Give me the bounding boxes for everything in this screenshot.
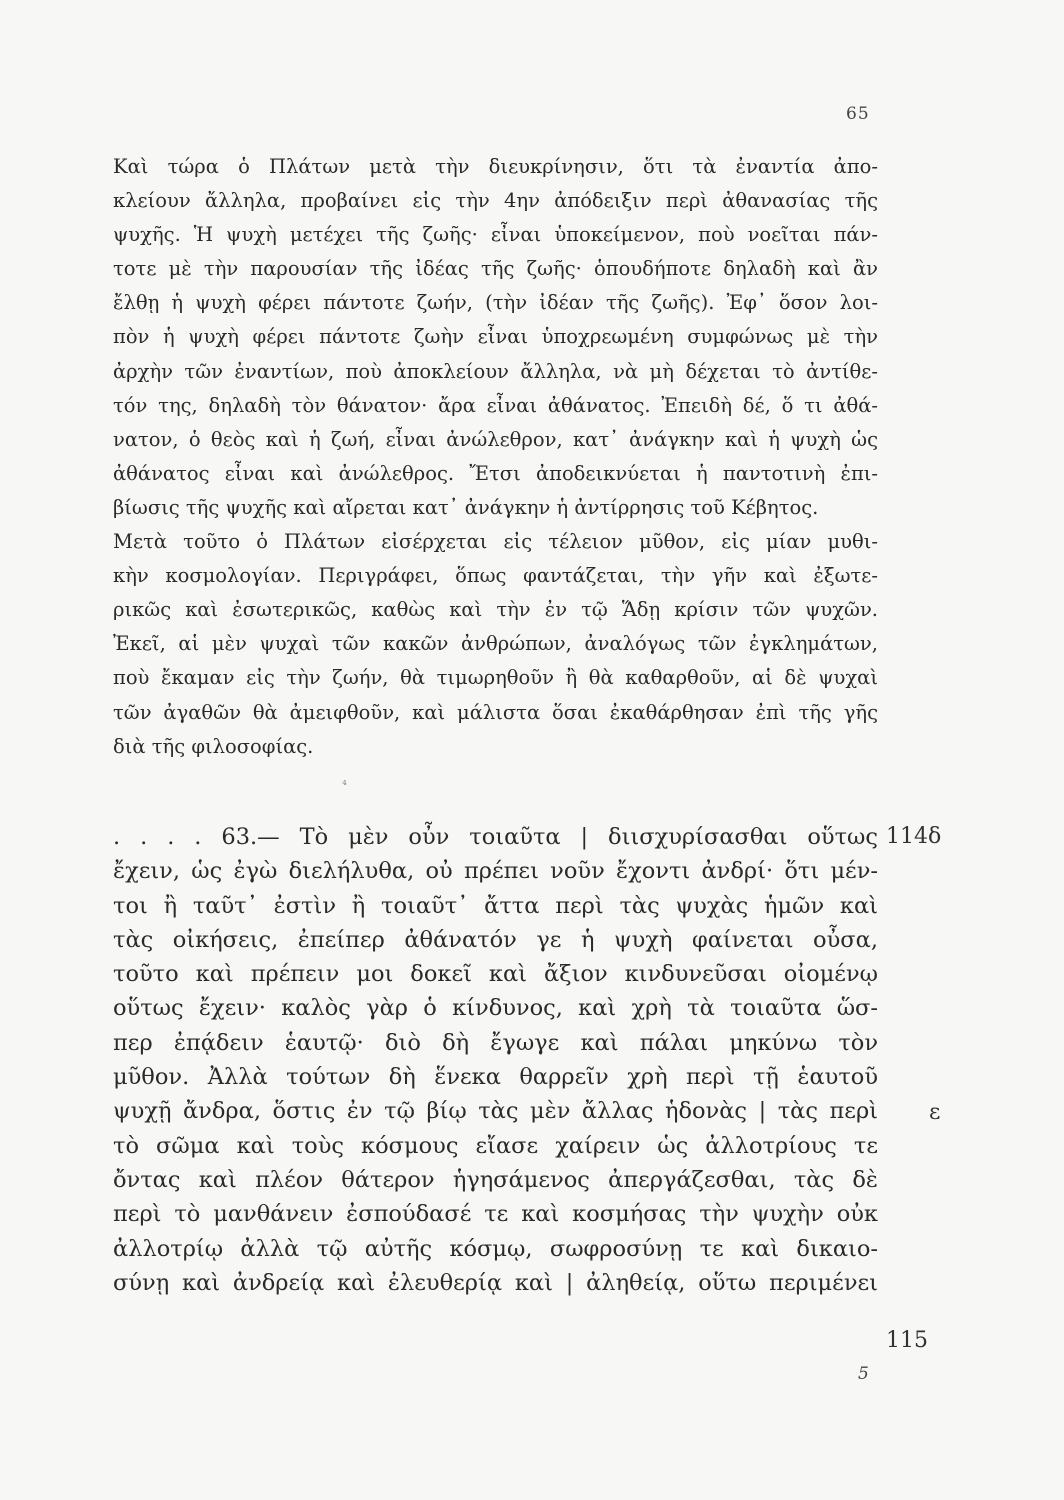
commentary-line: τοτε μὲ τὴν παρουσίαν τῆς ἰδέας τῆς ζωῆς· ὁπουδήποτε δηλαδὴ καὶ ἂν [113,257,878,281]
commentary-line: ψυχῆς. Ἡ ψυχὴ μετέχει τῆς ζωῆς· εἶναι ὑποκείμενον, ποὺ νοεῖται πάν- [113,223,878,247]
greek-passage-block [113,820,878,1300]
commentary-line: Μετὰ τοῦτο ὁ Πλάτων εἰσέρχεται εἰς τέλειον μῦθον, εἰς μίαν μυθι- [113,530,878,554]
commentary-line: Ἐκεῖ, αἱ μὲν ψυχαὶ τῶν κακῶν ἀνθρώπων, ἀναλόγως τῶν ἐγκλημάτων, [113,632,878,656]
passage-line: μῦθον. Ἀλλὰ τούτων δὴ ἕνεκα θαρρεῖν χρὴ περὶ τῇ ἑαυτοῦ [113,1064,878,1091]
passage-line: . . . . 63.— Τὸ μὲν οὖν τοιαῦτα | διισχυρίσασθαι οὕτως [113,824,878,850]
passage-line: τὰς οἰκήσεις, ἐπείπερ ἀθάνατόν γε ἡ ψυχὴ φαίνεται οὖσα, [113,926,878,953]
commentary-line: διὰ τῆς φιλοσοφίας. [113,734,314,758]
commentary-line: τόν της, δηλαδὴ τὸν θάνατον· ἄρα εἶναι ἀθάνατος. Ἐπειδὴ δέ, ὅ τι ἀθά- [113,393,878,417]
footer-number: 5 [858,1364,869,1384]
passage-line: περ ἐπᾴδειν ἑαυτῷ· διὸ δὴ ἔγωγε καὶ πάλαι μηκύνω τὸν [113,1029,878,1056]
commentary-line: κλείουν ἄλληλα, προβαίνει εἰς τὴν 4ην ἀπόδειξιν περὶ ἀθανασίας τῆς [113,189,878,213]
passage-line: ἀλλοτρίῳ ἀλλὰ τῷ αὐτῆς κόσμῳ, σωφροσύνῃ τε καὶ δικαιο- [113,1235,878,1262]
commentary-line: βίωσις τῆς ψυχῆς καὶ αἴρεται κατ᾽ ἀνάγκην ἡ ἀντίρρησις τοῦ Κέβητος. [113,495,819,519]
passage-line: ὄντας καὶ πλέον θάτερον ἡγησάμενος ἀπεργάζεσθαι, τὰς δὲ [113,1166,878,1193]
passage-line: ψυχῇ ἄνδρα, ὅστις ἐν τῷ βίῳ τὰς μὲν ἄλλας ἡδονὰς | τὰς περὶ [113,1098,878,1125]
passage-line: τὸ σῶμα καὶ τοὺς κόσμους εἴασε χαίρειν ὡς ἀλλοτρίους τε [113,1132,878,1159]
passage-line: τοι ἢ ταῦτ᾽ ἐστὶν ἢ τοιαῦτ᾽ ἄττα περὶ τὰς ψυχὰς ἡμῶν καὶ [113,892,878,919]
margin-reference: ε [929,1100,941,1125]
separator-mark: ⁴ [342,778,347,792]
passage-line: περὶ τὸ μανθάνειν ἐσπούδασέ τε καὶ κοσμήσας τὴν ψυχὴν οὐκ [113,1201,878,1228]
commentary-line: Καὶ τώρα ὁ Πλάτων μετὰ τὴν διευκρίνησιν, ὅτι τὰ ἐναντία ἀπο- [113,155,878,178]
commentary-line: ἔλθῃ ἡ ψυχὴ φέρει πάντοτε ζωήν, (τὴν ἰδέαν τῆς ζωῆς). Ἐφ᾽ ὅσον λοι- [113,291,878,315]
passage-line: οὕτως ἔχειν· καλὸς γὰρ ὁ κίνδυνος, καὶ χρὴ τὰ τοιαῦτα ὥσ- [113,995,878,1022]
page-number: 65 [846,104,870,124]
passage-line: σύνῃ καὶ ἀνδρείᾳ καὶ ἐλευθερίᾳ καὶ | ἀληθείᾳ, οὕτω περιμένει [113,1269,878,1296]
commentary-line: ἀρχὴν τῶν ἐναντίων, ποὺ ἀποκλείουν ἄλληλα, νὰ μὴ δέχεται τὸ ἀντίθε- [113,359,878,383]
margin-reference: 114δ [886,824,942,849]
commentary-line: πὸν ἡ ψυχὴ φέρει πάντοτε ζωὴν εἶναι ὑποχρεωμένη συμφώνως μὲ τὴν [113,325,878,349]
commentary-block [113,150,878,764]
margin-reference: 115 [886,1328,928,1353]
passage-line: ἔχειν, ὡς ἐγὼ διελήλυθα, οὐ πρέπει νοῦν ἔχοντι ἀνδρί· ὅτι μέν- [113,858,878,885]
commentary-line: νατον, ὁ θεὸς καὶ ἡ ζωή, εἶναι ἀνώλεθρον, κατ᾽ ἀνάγκην καὶ ἡ ψυχὴ ὡς [113,427,878,451]
commentary-line: ρικῶς καὶ ἐσωτερικῶς, καθὼς καὶ τὴν ἐν τῷ Ἅδῃ κρίσιν τῶν ψυχῶν. [113,598,878,622]
commentary-line: κὴν κοσμολογίαν. Περιγράφει, ὅπως φαντάζεται, τὴν γῆν καὶ ἐξωτε- [113,564,878,588]
commentary-line: ἀθάνατος εἶναι καὶ ἀνώλεθρος. Ἔτσι ἀποδεικνύεται ἡ παντοτινὴ ἐπι- [113,461,878,485]
passage-line: τοῦτο καὶ πρέπειν μοι δοκεῖ καὶ ἄξιον κινδυνεῦσαι οἰομένῳ [113,961,878,988]
commentary-line: τῶν ἀγαθῶν θὰ ἀμειφθοῦν, καὶ μάλιστα ὅσαι ἐκαθάρθησαν ἐπὶ τῆς γῆς [113,700,878,724]
commentary-line: ποὺ ἔκαμαν εἰς τὴν ζωήν, θὰ τιμωρηθοῦν ἢ θὰ καθαρθοῦν, αἱ δὲ ψυχαὶ [113,666,878,690]
